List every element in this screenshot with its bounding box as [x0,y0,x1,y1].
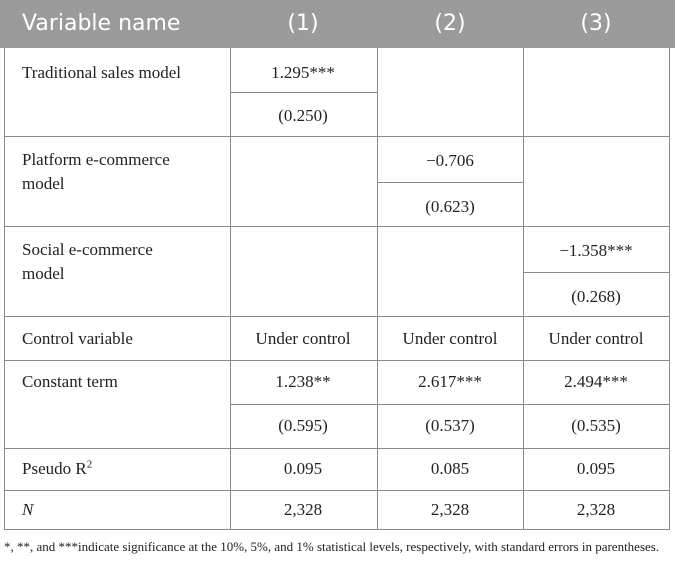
pseudo-r2-col1: 0.095 [283,459,323,478]
grid-line [4,360,670,361]
row-label-control: Control variable [22,329,133,348]
row-label-constant: Constant term [22,372,118,391]
coef-traditional-col1: 1.295*** [271,63,335,82]
se-constant-col3: (0.535) [571,416,621,435]
coef-constant-col2: 2.617*** [418,372,482,391]
pseudo-r2-text: Pseudo R [22,459,87,478]
se-traditional-col1: (0.250) [278,106,328,125]
pseudo-r2-col2: 0.085 [430,459,470,478]
n-col1: 2,328 [283,500,323,519]
pseudo-r2-superscript: 2 [86,458,93,471]
control-col3: Under control [548,329,644,348]
coef-constant-col3: 2.494*** [564,372,628,391]
grid-line [4,226,670,227]
grid-line [4,48,5,530]
row-label-traditional: Traditional sales model [22,63,181,82]
row-label-social-line2: model [22,264,65,283]
coef-constant-col1: 1.238** [275,372,331,391]
row-label-social-line1: Social e-commerce [22,240,153,259]
control-col2: Under control [402,329,498,348]
grid-line [4,448,670,449]
row-label-platform-line2: model [22,174,65,193]
row-label-pseudo-r2 [22,456,222,482]
grid-line [4,490,670,491]
n-col3: 2,328 [576,500,616,519]
control-col1: Under control [255,329,351,348]
table-footnote: *, **, and ***indicate significance at the 10%, 5%, and 1% statistical levels, respectively, with standard errors in parentheses. [4,539,660,554]
grid-line [4,529,670,530]
pseudo-r2-col3: 0.095 [576,459,616,478]
coef-social-col3: −1.358*** [559,241,633,260]
grid-line [669,48,670,530]
header-variable-name: Variable name [22,0,180,48]
grid-line [4,316,670,317]
header-col-1: (1) [287,11,319,36]
se-constant-col1: (0.595) [278,416,328,435]
grid-line [4,136,670,137]
header-col-2: (2) [434,11,466,36]
header-col-3: (3) [580,11,612,36]
se-constant-col2: (0.537) [425,416,475,435]
se-platform-col2: (0.623) [425,197,475,216]
grid-line [377,182,524,183]
row-label-platform-line1: Platform e-commerce [22,150,170,169]
n-col2: 2,328 [430,500,470,519]
grid-line [523,272,670,273]
grid-line [230,404,670,405]
se-social-col3: (0.268) [571,287,621,306]
row-label-n: N [22,500,34,519]
coef-platform-col2: −0.706 [426,151,474,170]
grid-line [230,92,377,93]
